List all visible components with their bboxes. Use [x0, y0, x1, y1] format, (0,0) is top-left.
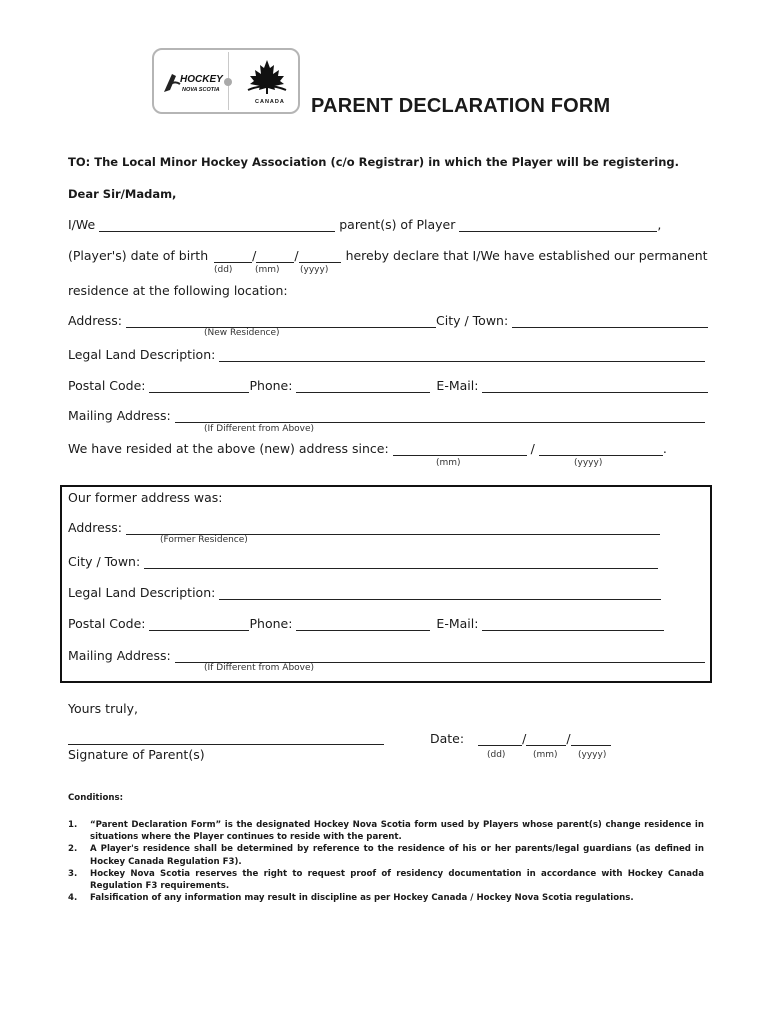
email-label: E-Mail:	[436, 378, 479, 393]
period-text: .	[662, 441, 667, 456]
list-item	[68, 892, 704, 904]
conditions-heading: Conditions:	[68, 793, 124, 803]
dd-hint: (dd)	[214, 265, 233, 275]
date-yyyy-hint: (yyyy)	[578, 750, 607, 760]
resided-month-field[interactable]	[393, 442, 527, 456]
yyyy-hint: (yyyy)	[300, 265, 329, 275]
if-different-hint: (If Different from Above)	[204, 424, 315, 434]
former-postal-code-field[interactable]	[149, 617, 249, 631]
slash-text: /	[566, 731, 571, 746]
condition-number: 4.	[68, 893, 78, 904]
former-legal-land-row	[68, 585, 661, 600]
city-label: City / Town:	[436, 313, 509, 328]
former-heading: Our former address was:	[68, 490, 223, 505]
date-month-field[interactable]	[526, 732, 566, 746]
former-address-row	[68, 520, 660, 535]
to-line: TO: The Local Minor Hockey Association (c/o Registrar) in which the Player will be registering.	[68, 155, 679, 169]
mm-hint: (mm)	[436, 458, 461, 468]
declare-text: hereby declare that I/We have established our permanent	[345, 248, 708, 263]
former-address-field[interactable]	[126, 521, 660, 535]
former-postal-label: Postal Code:	[68, 616, 146, 631]
parent-name-field[interactable]	[99, 218, 335, 232]
legal-land-row	[68, 347, 705, 362]
iwe-label: I/We	[68, 217, 96, 232]
mailing-address-field[interactable]	[175, 409, 705, 423]
date-year-field[interactable]	[571, 732, 611, 746]
slash-text: /	[252, 248, 257, 263]
hockey-nova-scotia-logo-icon	[160, 62, 226, 102]
condition-number: 2.	[68, 844, 78, 855]
postal-code-field[interactable]	[149, 379, 249, 393]
parent-names-row	[68, 217, 661, 232]
hockey-canada-maple-leaf-icon	[240, 56, 294, 106]
player-name-field[interactable]	[459, 218, 657, 232]
former-city-row	[68, 554, 658, 569]
phone-field[interactable]	[296, 379, 430, 393]
former-if-different-hint: (If Different from Above)	[204, 663, 315, 673]
logo-text-canada: CANADA	[255, 99, 285, 105]
condition-text: Hockey Nova Scotia reserves the right to request proof of residency documentation in accordance with Hockey Canada Regulation F3 requirements.	[90, 868, 704, 892]
new-address-row	[68, 313, 708, 328]
dob-year-field[interactable]	[299, 249, 341, 263]
former-mailing-row	[68, 648, 705, 663]
list-item	[68, 868, 704, 892]
dob-month-field[interactable]	[256, 249, 294, 263]
list-item	[68, 843, 704, 867]
address-label: Address:	[68, 313, 122, 328]
legal-land-field[interactable]	[219, 348, 705, 362]
date-label: Date:	[430, 731, 465, 746]
condition-text: “Parent Declaration Form” is the designated Hockey Nova Scotia form used by Players whose parent(s) change residence in situations where the Player continues to reside with the parent.	[90, 820, 704, 843]
postal-label: Postal Code:	[68, 378, 146, 393]
signature-field[interactable]	[68, 731, 384, 745]
new-residence-hint: (New Residence)	[204, 328, 280, 338]
list-item	[68, 819, 704, 843]
page-title: PARENT DECLARATION FORM	[311, 95, 611, 117]
email-field[interactable]	[482, 379, 708, 393]
slash-text: /	[522, 731, 527, 746]
former-email-field[interactable]	[482, 617, 664, 631]
former-legal-land-label: Legal Land Description:	[68, 585, 216, 600]
new-address-field[interactable]	[126, 314, 436, 328]
condition-number: 3.	[68, 868, 78, 879]
yours-truly: Yours truly,	[68, 701, 138, 716]
former-contact-row	[68, 616, 664, 631]
slash-text: /	[294, 248, 299, 263]
resided-year-field[interactable]	[539, 442, 663, 456]
former-email-label: E-Mail:	[436, 616, 479, 631]
date-row	[430, 731, 611, 746]
dob-row	[68, 248, 708, 263]
logo-text-hockey: HOCKEY	[180, 74, 223, 85]
condition-text: A Player's residence shall be determined by reference to the residence of his or her parents/legal guardians (as defined in Hockey Canada Regulation F3).	[90, 844, 704, 867]
former-phone-label: Phone:	[249, 616, 293, 631]
comma-text: ,	[657, 217, 662, 232]
mailing-label: Mailing Address:	[68, 408, 171, 423]
logo-panel	[152, 48, 300, 114]
former-mailing-address-field[interactable]	[175, 649, 705, 663]
residence-text: residence at the following location:	[68, 283, 288, 298]
condition-text: Falsification of any information may result in discipline as per Hockey Canada / Hockey Nova Scotia regulations.	[90, 893, 634, 904]
slash-text: /	[530, 441, 535, 456]
mm-hint: (mm)	[255, 265, 280, 275]
conditions-list	[68, 819, 704, 904]
phone-label: Phone:	[249, 378, 293, 393]
parents-of-label: parent(s) of Player	[339, 217, 456, 232]
resided-since-label: We have resided at the above (new) address since:	[68, 441, 389, 456]
contact-row	[68, 378, 708, 393]
dob-label: (Player's) date of birth	[68, 248, 209, 263]
mailing-row	[68, 408, 705, 423]
resided-since-row	[68, 441, 667, 456]
date-dd-hint: (dd)	[487, 750, 506, 760]
date-mm-hint: (mm)	[533, 750, 558, 760]
logo-text-nova-scotia: NOVA SCOTIA	[182, 87, 220, 93]
legal-land-label: Legal Land Description:	[68, 347, 216, 362]
former-city-field[interactable]	[144, 555, 658, 569]
former-mailing-label: Mailing Address:	[68, 648, 171, 663]
former-legal-land-field[interactable]	[219, 586, 661, 600]
former-city-label: City / Town:	[68, 554, 141, 569]
yyyy-hint: (yyyy)	[574, 458, 603, 468]
signature-label: Signature of Parent(s)	[68, 747, 205, 762]
logo-dot	[224, 78, 232, 86]
dob-day-field[interactable]	[214, 249, 252, 263]
salutation: Dear Sir/Madam,	[68, 187, 177, 201]
new-city-field[interactable]	[512, 314, 708, 328]
former-residence-hint: (Former Residence)	[160, 535, 248, 545]
former-address-label: Address:	[68, 520, 122, 535]
condition-number: 1.	[68, 820, 78, 830]
date-day-field[interactable]	[478, 732, 522, 746]
former-phone-field[interactable]	[296, 617, 430, 631]
